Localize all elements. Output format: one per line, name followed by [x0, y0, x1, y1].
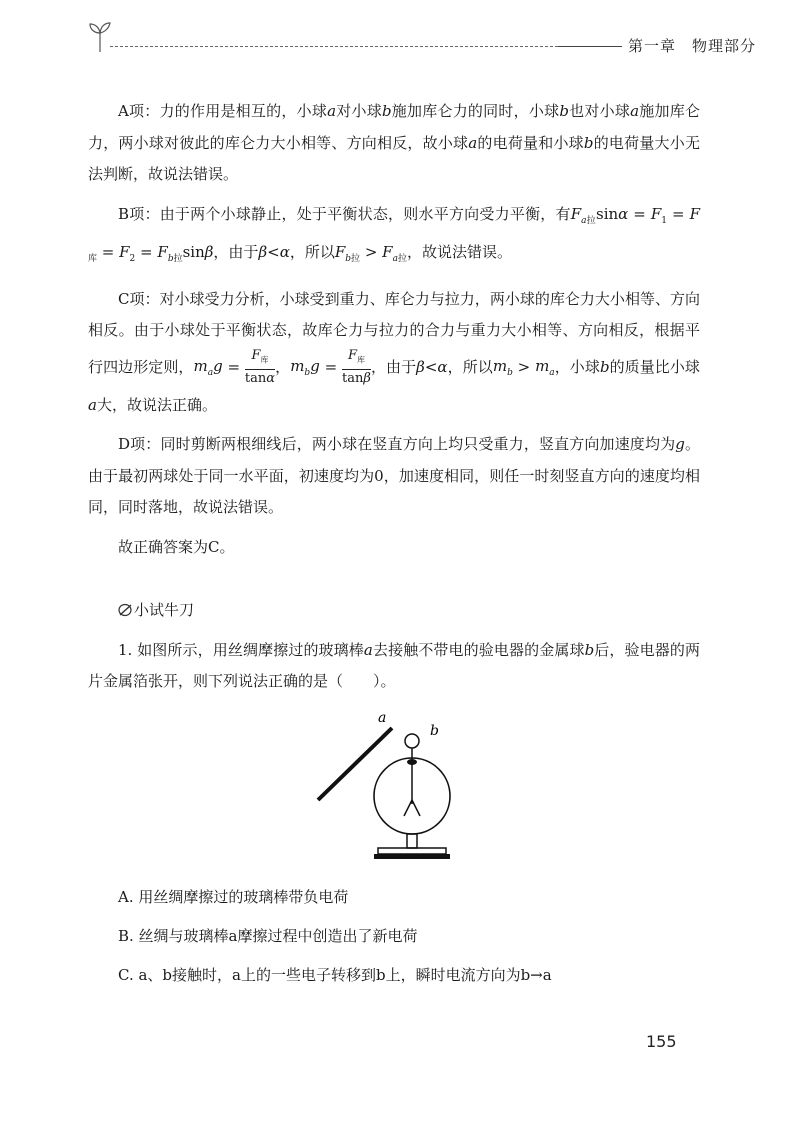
base-plate — [378, 848, 446, 854]
explanation-block — [88, 96, 700, 698]
glass-rod — [318, 728, 392, 800]
pen-circle-icon — [118, 603, 134, 617]
chapter-title: 第一章 物理部分 — [628, 37, 757, 55]
option-b-explanation: B项：由于两个小球静止，处于平衡状态，则水平方向受力平衡，有$F_{a拉}\sin\alpha = F_1 = F_库 = F_2 = F_{b拉}\sin\beta$，由于β<α，所以$F_{b拉} > F_{a拉}$，故说法错误。 — [88, 204, 700, 264]
foil-right — [412, 800, 420, 816]
page-number: 155 — [646, 1032, 677, 1051]
sprout-icon — [88, 20, 112, 54]
metal-ball — [405, 734, 419, 748]
section-heading — [88, 595, 700, 627]
foil-left — [404, 800, 412, 816]
label-b: b — [430, 723, 439, 739]
option-d-explanation: D项：同时剪断两根细线后，两小球在竖直方向上均只受重力，竖直方向加速度均为g。由于最初两球处于同一水平面，初速度均为0，加速度相同，则任一时刻竖直方向的速度均相同，同时落地，故说法错误。 — [88, 435, 700, 517]
option-a: A. 用丝绸摩擦过的玻璃棒带负电荷 — [118, 888, 349, 906]
option-a-explanation: A项：力的作用是相互的，小球a对小球b施加库仑力的同时，小球b也对小球a施加库仑力，两小球对彼此的库仑力大小相等、方向相反，故小球a的电荷量和小球b的电荷量大小无法判断，故说法错误。 — [88, 102, 700, 183]
option-c-explanation: C项：对小球受力分析，小球受到重力、库仑力与拉力，两小球的库仑力大小相等、方向相反。由于小球处于平衡状态，故库仑力与拉力的合力与重力大小相等、方向相反，根据平行四边形定则，$m_ag$ = $F_库$ tanα ，$m_bg$ = $F_库$ tanβ ，由于β<α，所以$m_b > m_a$，小球b的质量比小球a大，故说法正确。 — [88, 289, 700, 414]
options-list — [88, 878, 700, 995]
option-c: C. a、b接触时，a上的一些电子转移到b上，瞬时电流方向为b→a — [118, 966, 552, 984]
header-rule-solid — [558, 46, 622, 47]
running-header — [88, 18, 757, 58]
header-rule-dashed — [110, 46, 618, 47]
electroscope-figure — [300, 708, 480, 873]
section-title: 小试牛刀 — [134, 601, 195, 620]
option-b: B. 丝绸与玻璃棒a摩擦过程中创造出了新电荷 — [118, 927, 418, 945]
answer-line: 故正确答案为C。 — [118, 537, 235, 556]
question-stem: 1. 如图所示，用丝绸摩擦过的玻璃棒a去接触不带电的验电器的金属球b后，验电器的两片金属箔张开，则下列说法正确的是（ ）。 — [88, 640, 700, 691]
label-a: a — [378, 710, 387, 726]
